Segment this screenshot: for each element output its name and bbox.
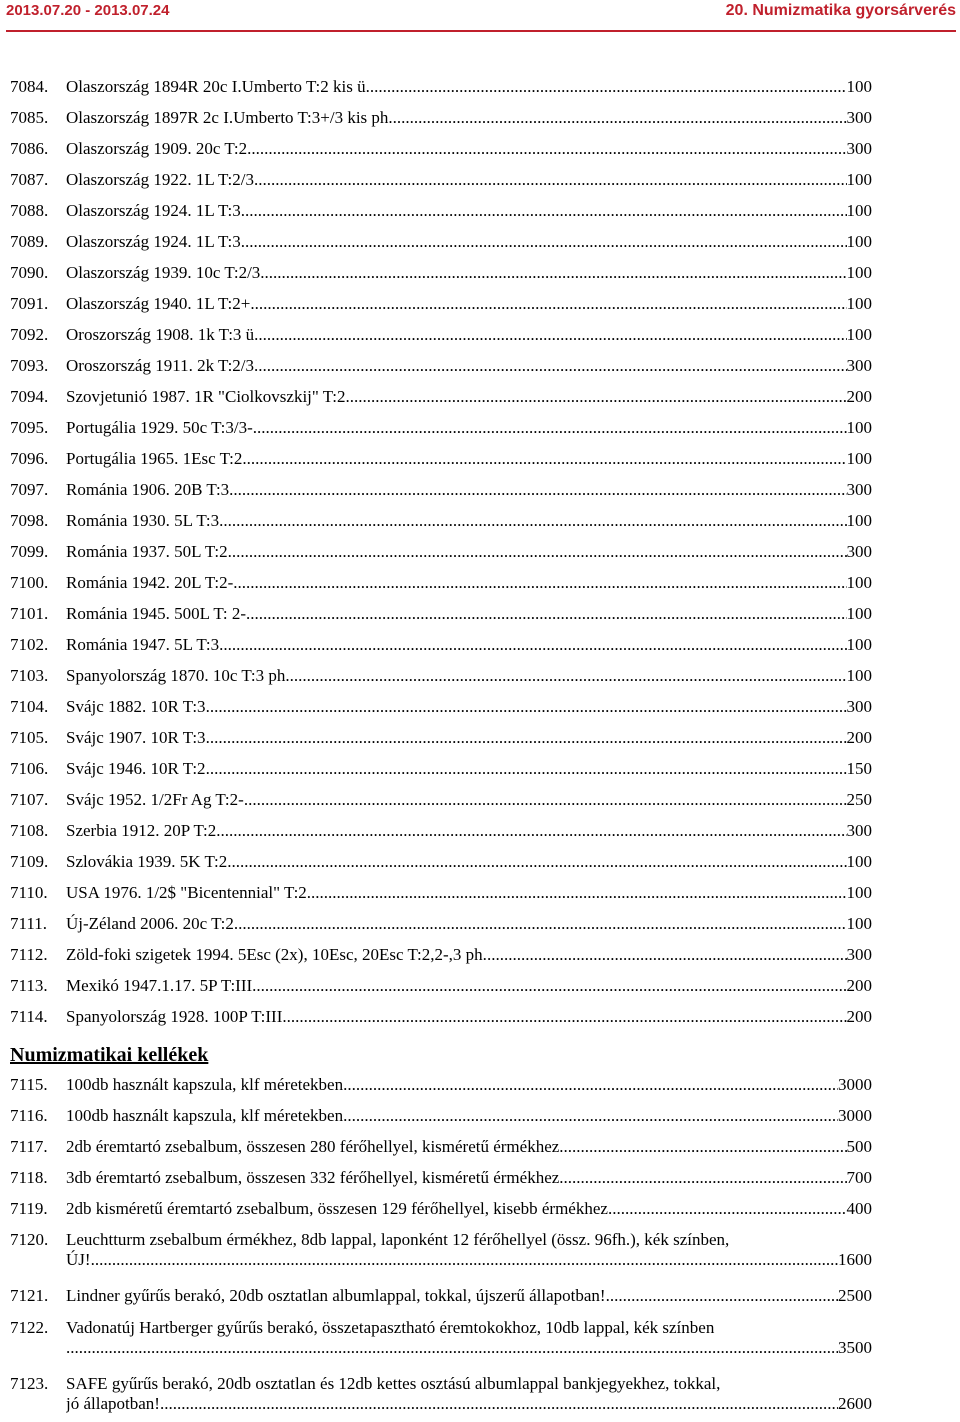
- dot-leader: [253, 418, 847, 438]
- lot-row: [10, 1106, 872, 1130]
- lot-description: ÚJ!: [66, 1250, 91, 1269]
- lot-price: 2600: [838, 1394, 872, 1413]
- lot-line: [66, 511, 872, 531]
- lot-text: [66, 1199, 872, 1219]
- lot-price: 100: [846, 294, 872, 313]
- lot-number: 7114.: [10, 1007, 48, 1026]
- lot-row: [10, 480, 872, 504]
- lot-text: [66, 387, 872, 407]
- lot-price: 300: [846, 542, 872, 561]
- lot-description: Románia 1942. 20L T:2-: [66, 573, 234, 592]
- lot-description-line1: Vadonatúj Hartberger gyűrűs berakó, összetapasztható éremtokokhoz, 10db lappal, kék színben: [66, 1318, 715, 1337]
- lot-number: 7118.: [10, 1168, 48, 1187]
- lot-price: 100: [846, 573, 872, 592]
- lot-text: [66, 573, 872, 593]
- lot-description: Svájc 1882. 10R T:3: [66, 697, 206, 716]
- lot-row: [10, 294, 872, 318]
- lot-text: [66, 790, 872, 810]
- lot-text: [66, 604, 872, 624]
- lot-text: [66, 914, 872, 934]
- lot-row: [10, 418, 872, 442]
- lot-line: [66, 914, 872, 934]
- lot-line: [66, 573, 872, 593]
- lot-number: 7089.: [10, 232, 49, 251]
- lot-text: [66, 1286, 872, 1306]
- lot-line: [66, 170, 872, 190]
- lot-text: [66, 1168, 872, 1188]
- lot-text: [66, 759, 872, 779]
- section-title: Numizmatikai kellékek: [10, 1044, 209, 1066]
- lot-line: [66, 1168, 872, 1188]
- lot-price: 100: [846, 263, 872, 282]
- lot-description: Svájc 1946. 10R T:2: [66, 759, 206, 778]
- lot-price: 200: [846, 1007, 872, 1026]
- lot-description: Spanyolország 1928. 100P T:III: [66, 1007, 283, 1026]
- lot-text: [66, 1106, 872, 1126]
- dot-leader: [234, 914, 847, 934]
- lot-row: [10, 170, 872, 194]
- lot-description-line1: SAFE gyűrűs berakó, 20db osztatlan és 12db kettes osztású albumlappal bankjegyekhez, tokkal,: [66, 1374, 721, 1393]
- lot-number: 7120.: [10, 1230, 49, 1249]
- lot-line: [66, 201, 872, 221]
- lot-description: jó állapotban!: [66, 1394, 160, 1413]
- lot-description: Új-Zéland 2006. 20c T:2: [66, 914, 234, 933]
- lot-line: [66, 1286, 872, 1306]
- lot-number: 7110.: [10, 883, 48, 902]
- lot-price: 1600: [838, 1250, 872, 1269]
- lot-row: [10, 387, 872, 411]
- lot-description: Románia 1945. 500L T: 2-: [66, 604, 246, 623]
- lot-row: [10, 449, 872, 473]
- lot-text: [66, 1007, 872, 1027]
- lot-text: [66, 1075, 872, 1095]
- lot-line: [66, 232, 872, 252]
- lot-description: Szerbia 1912. 20P T:2: [66, 821, 217, 840]
- lot-price: 150: [846, 759, 872, 778]
- lot-number: 7092.: [10, 325, 49, 344]
- dot-leader: [393, 108, 847, 128]
- lot-price: 100: [846, 604, 872, 623]
- dot-leader: [244, 790, 847, 810]
- dot-leader: [487, 945, 847, 965]
- lot-description: Olaszország 1924. 1L T:3: [66, 201, 241, 220]
- lot-description: Olaszország 1894R 20c I.Umberto T:2 kis ü.: [66, 77, 370, 96]
- lot-price: 100: [846, 325, 872, 344]
- lot-line: [66, 387, 872, 407]
- dot-leader: [241, 201, 847, 221]
- lot-price: 3000: [838, 1106, 872, 1125]
- lot-description: 100db használt kapszula, klf méretekben: [66, 1106, 344, 1125]
- lot-price: 300: [846, 139, 872, 158]
- lot-line: [66, 77, 872, 97]
- lot-number: 7095.: [10, 418, 49, 437]
- lot-row: [10, 914, 872, 938]
- dot-leader: [206, 697, 847, 717]
- lot-number: 7105.: [10, 728, 49, 747]
- lot-number: 7084.: [10, 77, 49, 96]
- lot-text: [66, 77, 872, 97]
- lot-row: [10, 108, 872, 132]
- lot-price: 700: [846, 1168, 872, 1187]
- lot-price: 100: [846, 635, 872, 654]
- dot-leader: [160, 1394, 838, 1414]
- dot-leader: [227, 852, 846, 872]
- lot-text: [66, 263, 872, 283]
- lot-number: 7122.: [10, 1318, 49, 1337]
- lot-line: [66, 790, 872, 810]
- lot-number: 7112.: [10, 945, 48, 964]
- lot-text: [66, 480, 872, 500]
- lot-price: 3000: [838, 1075, 872, 1094]
- lot-row: [10, 790, 872, 814]
- lot-number: 7115.: [10, 1075, 48, 1094]
- dot-leader: [246, 604, 847, 624]
- dot-leader: [241, 232, 847, 252]
- lot-price: 100: [846, 232, 872, 251]
- lot-line: [66, 1394, 872, 1414]
- dot-leader: [247, 139, 846, 159]
- lot-text: [66, 1137, 872, 1157]
- lot-number: 7104.: [10, 697, 49, 716]
- lot-row: [10, 604, 872, 628]
- lot-line: [66, 1199, 872, 1219]
- lot-price: 100: [846, 77, 872, 96]
- lot-line: [66, 697, 872, 717]
- lot-number: 7097.: [10, 480, 49, 499]
- lot-description: Oroszország 1911. 2k T:2/3: [66, 356, 255, 375]
- lot-price: 250: [846, 790, 872, 809]
- lot-number: 7121.: [10, 1286, 49, 1305]
- dot-leader: [206, 759, 847, 779]
- lot-number: 7096.: [10, 449, 49, 468]
- lot-text: [66, 728, 872, 748]
- dot-leader: [282, 1007, 846, 1027]
- lot-price: 300: [846, 356, 872, 375]
- dot-leader: [229, 480, 846, 500]
- lot-description: 2db kisméretű éremtartó zsebalbum, összesen 129 férőhellyel, kisebb érmékhez: [66, 1199, 608, 1218]
- lot-number: 7085.: [10, 108, 49, 127]
- lot-row: [10, 232, 872, 256]
- lot-number: 7091.: [10, 294, 49, 313]
- dot-leader: [242, 449, 846, 469]
- lot-price: 300: [846, 480, 872, 499]
- lot-price: 100: [846, 449, 872, 468]
- lot-price: 300: [846, 108, 872, 127]
- lot-number: 7113.: [10, 976, 48, 995]
- lot-row: [10, 1199, 872, 1223]
- lot-price: 200: [846, 976, 872, 995]
- lot-row: [10, 945, 872, 969]
- lot-line: [66, 1007, 872, 1027]
- lot-price: 100: [846, 666, 872, 685]
- dot-leader: [233, 573, 846, 593]
- lot-description: Spanyolország 1870. 10c T:3 ph.: [66, 666, 290, 685]
- lot-line: [66, 666, 872, 686]
- dot-leader: [219, 635, 846, 655]
- lot-line: [66, 852, 872, 872]
- dot-leader: [228, 542, 847, 562]
- lot-line: [66, 635, 872, 655]
- lot-line: [66, 480, 872, 500]
- lot-line: [66, 294, 872, 314]
- lot-description: Románia 1906. 20B T:3: [66, 480, 230, 499]
- lot-row: [10, 77, 872, 101]
- dot-leader: [343, 1075, 838, 1095]
- lot-description: Olaszország 1922. 1L T:2/3: [66, 170, 255, 189]
- lot-description: Lindner gyűrűs berakó, 20db osztatlan albumlappal, tokkal, újszerű állapotban!: [66, 1286, 606, 1305]
- lot-text: [66, 232, 872, 252]
- lot-text: [66, 201, 872, 221]
- lot-description: Románia 1937. 50L T:2: [66, 542, 228, 561]
- dot-leader: [252, 976, 846, 996]
- catalog-title: 20. Numizmatika gyorsárverés: [725, 2, 956, 19]
- lot-price: 100: [846, 511, 872, 530]
- lot-description-line1: Leuchtturm zsebalbum érmékhez, 8db lappal, laponként 12 férőhellyel (össz. 96fh.), kék színben,: [66, 1230, 730, 1249]
- lot-description: Zöld-foki szigetek 1994. 5Esc (2x), 10Esc, 20Esc T:2,2-,3 ph.: [66, 945, 487, 964]
- lot-row: [10, 1374, 872, 1422]
- lot-price: 2500: [838, 1286, 872, 1305]
- lot-text: [66, 821, 872, 841]
- lot-text: [66, 325, 872, 345]
- lot-price: 100: [846, 883, 872, 902]
- lot-line: [66, 945, 872, 965]
- lot-line: [66, 1075, 872, 1095]
- lot-row: [10, 325, 872, 349]
- lot-number: 7102.: [10, 635, 49, 654]
- lot-line: [66, 1338, 872, 1358]
- lot-line: [66, 542, 872, 562]
- lot-text: [66, 170, 872, 190]
- lot-row: [10, 1137, 872, 1161]
- lot-text: [66, 976, 872, 996]
- dot-leader: [370, 77, 847, 97]
- lot-description: Olaszország 1909. 20c T:2: [66, 139, 248, 158]
- lot-line: [66, 418, 872, 438]
- lot-text: [66, 852, 872, 872]
- lot-line: [66, 604, 872, 624]
- lot-description: Olaszország 1939. 10c T:2/3: [66, 263, 261, 282]
- lot-text: [66, 1374, 872, 1414]
- lot-row: [10, 1318, 872, 1366]
- lot-text: [66, 108, 872, 128]
- lot-line: [66, 1250, 872, 1270]
- lot-text: [66, 356, 872, 376]
- lot-row: [10, 1075, 872, 1099]
- lot-line: [66, 1106, 872, 1126]
- lot-description: Svájc 1952. 1/2Fr Ag T:2-: [66, 790, 244, 809]
- lot-number: 7086.: [10, 139, 49, 158]
- lot-row: [10, 852, 872, 876]
- lot-row: [10, 542, 872, 566]
- lot-description: Szovjetunió 1987. 1R "Ciolkovszkij" T:2: [66, 387, 346, 406]
- lot-number: 7099.: [10, 542, 49, 561]
- lot-description: 2db éremtartó zsebalbum, összesen 280 férőhellyel, kisméretű érmékhez: [66, 1137, 560, 1156]
- lot-text: [66, 635, 872, 655]
- lot-number: 7108.: [10, 821, 49, 840]
- lot-description: 100db használt kapszula, klf méretekben: [66, 1075, 344, 1094]
- lot-price: 100: [846, 914, 872, 933]
- lot-description: Románia 1947. 5L T:3: [66, 635, 220, 654]
- dot-leader: [66, 1338, 838, 1358]
- lot-line: [66, 821, 872, 841]
- lot-price: 100: [846, 418, 872, 437]
- lot-price: 100: [846, 201, 872, 220]
- lot-line: [66, 108, 872, 128]
- lot-number: 7107.: [10, 790, 49, 809]
- dot-leader: [260, 263, 846, 283]
- lot-row: [10, 139, 872, 163]
- dot-leader: [290, 666, 847, 686]
- dot-leader: [307, 883, 847, 903]
- lot-line: [66, 325, 872, 345]
- lot-row: [10, 883, 872, 907]
- lot-row: [10, 201, 872, 225]
- lot-text: [66, 294, 872, 314]
- lot-row: [10, 511, 872, 535]
- lot-number: 7100.: [10, 573, 49, 592]
- lot-row: [10, 1230, 872, 1278]
- lot-row: [10, 356, 872, 380]
- lot-row: [10, 1007, 872, 1031]
- lot-price: 200: [846, 387, 872, 406]
- dot-leader: [559, 1137, 846, 1157]
- lot-price: 300: [846, 821, 872, 840]
- lot-text: [66, 666, 872, 686]
- lot-text: [66, 945, 872, 965]
- lot-number: 7103.: [10, 666, 49, 685]
- lot-price: 300: [846, 697, 872, 716]
- lot-description: Svájc 1907. 10R T:3: [66, 728, 206, 747]
- lot-row: [10, 263, 872, 287]
- lot-text: [66, 418, 872, 438]
- lot-number: 7109.: [10, 852, 49, 871]
- lot-description: USA 1976. 1/2$ "Bicentennial" T:2: [66, 883, 307, 902]
- dot-leader: [216, 821, 846, 841]
- dot-leader: [343, 1106, 838, 1126]
- lot-row: [10, 821, 872, 845]
- lot-line: [66, 883, 872, 903]
- lot-number: 7094.: [10, 387, 49, 406]
- lot-line: [66, 1137, 872, 1157]
- dot-leader: [254, 356, 846, 376]
- lot-price: 100: [846, 852, 872, 871]
- lot-number: 7106.: [10, 759, 49, 778]
- lot-description: Olaszország 1924. 1L T:3: [66, 232, 241, 251]
- dot-leader: [219, 511, 846, 531]
- lot-row: [10, 976, 872, 1000]
- lot-text: [66, 511, 872, 531]
- lot-price: 400: [846, 1199, 872, 1218]
- lot-row: [10, 573, 872, 597]
- dot-leader: [91, 1250, 838, 1270]
- lot-line: [66, 728, 872, 748]
- dot-leader: [250, 294, 846, 314]
- lot-number: 7101.: [10, 604, 49, 623]
- lot-line: [66, 976, 872, 996]
- dot-leader: [206, 728, 847, 748]
- lot-line: [66, 759, 872, 779]
- lot-description: Szlovákia 1939. 5K T:2: [66, 852, 228, 871]
- lot-text: [66, 449, 872, 469]
- lot-text: [66, 883, 872, 903]
- lot-text: [66, 542, 872, 562]
- lot-number: 7111.: [10, 914, 47, 933]
- lot-description: Mexikó 1947.1.17. 5P T:III: [66, 976, 253, 995]
- lot-price: 500: [846, 1137, 872, 1156]
- dot-leader: [254, 170, 846, 190]
- lot-row: [10, 635, 872, 659]
- dot-leader: [346, 387, 847, 407]
- lot-price: 100: [846, 170, 872, 189]
- lot-description: 3db éremtartó zsebalbum, összesen 332 férőhellyel, kisméretű érmékhez: [66, 1168, 560, 1187]
- lot-number: 7088.: [10, 201, 49, 220]
- lot-text: [66, 1230, 872, 1270]
- lot-number: 7116.: [10, 1106, 48, 1125]
- lot-description: Portugália 1929. 50c T:3/3-: [66, 418, 253, 437]
- lot-number: 7087.: [10, 170, 49, 189]
- lot-description: Portugália 1965. 1Esc T:2: [66, 449, 243, 468]
- lot-description: Oroszország 1908. 1k T:3 ü.: [66, 325, 259, 344]
- lot-row: [10, 666, 872, 690]
- lot-row: [10, 759, 872, 783]
- lot-number: 7117.: [10, 1137, 48, 1156]
- date-range: 2013.07.20 - 2013.07.24: [6, 2, 170, 19]
- lot-price: 200: [846, 728, 872, 747]
- lot-number: 7119.: [10, 1199, 48, 1218]
- lot-number: 7093.: [10, 356, 49, 375]
- lot-row: [10, 1168, 872, 1192]
- lot-number: 7098.: [10, 511, 49, 530]
- lot-number: 7090.: [10, 263, 49, 282]
- lot-row: [10, 728, 872, 752]
- dot-leader: [608, 1199, 847, 1219]
- lot-row: [10, 697, 872, 721]
- lot-line: [66, 263, 872, 283]
- dot-leader: [606, 1286, 838, 1306]
- lot-price: 300: [846, 945, 872, 964]
- lot-line: [66, 139, 872, 159]
- lot-description: Olaszország 1940. 1L T:2+: [66, 294, 251, 313]
- lot-description: Románia 1930. 5L T:3: [66, 511, 220, 530]
- dot-leader: [258, 325, 846, 345]
- lot-row: [10, 1286, 872, 1310]
- lot-line: [66, 449, 872, 469]
- lot-number: 7123.: [10, 1374, 49, 1393]
- lot-price: 3500: [838, 1338, 872, 1357]
- lot-text: [66, 1318, 872, 1358]
- lot-description: Olaszország 1897R 2c I.Umberto T:3+/3 kis ph.: [66, 108, 393, 127]
- lot-text: [66, 697, 872, 717]
- dot-leader: [559, 1168, 846, 1188]
- lot-line: [66, 356, 872, 376]
- lot-text: [66, 139, 872, 159]
